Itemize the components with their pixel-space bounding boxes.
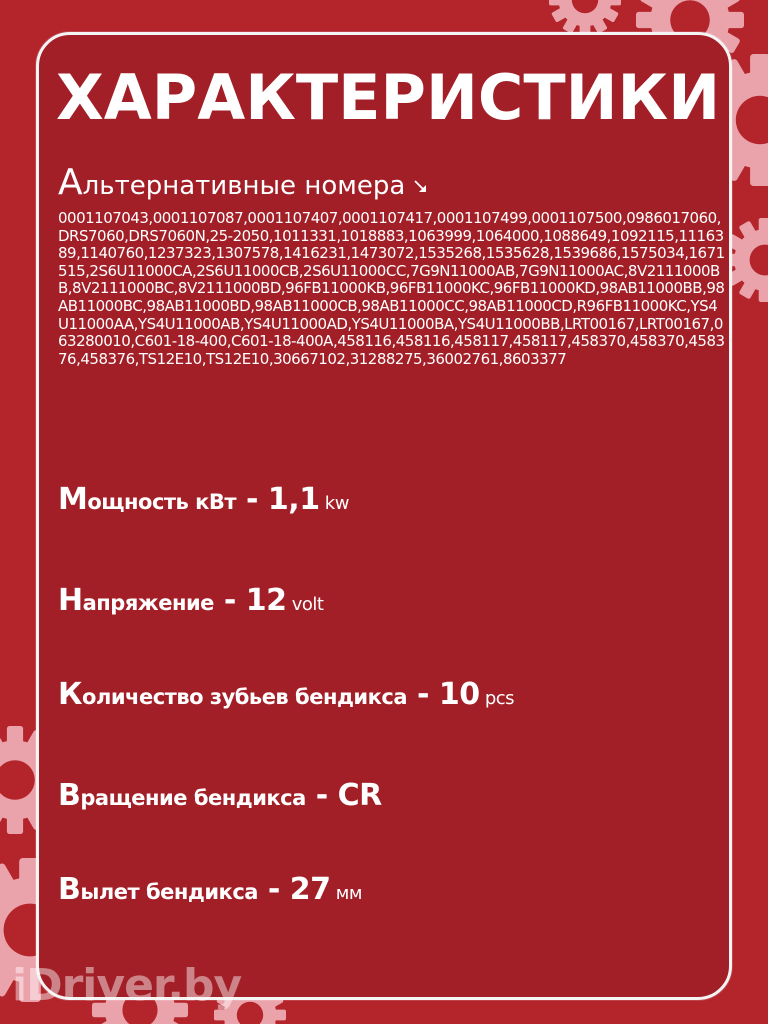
spec-voltage-label: апряжение bbox=[82, 591, 214, 615]
spec-voltage bbox=[58, 583, 323, 618]
spec-power-initial: М bbox=[58, 482, 88, 517]
spec-reach bbox=[58, 872, 362, 907]
spec-teeth-value: 10 bbox=[438, 677, 480, 712]
spec-rotation-label: ращение бендикса bbox=[80, 786, 306, 810]
alt-numbers-heading bbox=[58, 162, 429, 203]
alt-numbers-heading-text: льтернативные номера bbox=[82, 171, 406, 201]
gear-icon-top-right-3 bbox=[549, 0, 621, 36]
spec-rotation-value: CR bbox=[337, 778, 382, 813]
alt-numbers-list: 0001107043,0001107087,0001107407,0001107417,0001107499,0001107500,0986017060,DRS7060,DRS7060N,25-2050,1011331,1018883,1063999,1064000,1088649,1092115,1116389,1140760,1237323,1307578,1416231,1473072,1535268,1535628,1539686,1575034,1671515,2S6U11000CA,2S6U11000CB,2S6U11000CC,7G9N11000AB,7G9N11000AC,8V2111000BB,8V2111000BC,8V2111000BD,96FB11000KB,96FB11000KC,96FB11000KD,98AB11000BB,98AB11000BC,98AB11000BD,98AB11000CB,98AB11000CC,98AB11000CD,R96FB11000KC,YS4U11000AA,YS4U11000AB,YS4U11000AD,YS4U11000BA,YS4U11000BB,LRT00167,LRT00167,063280010,C601-18-400,C601-18-400A,458116,458116,458117,458117,458370,458370,458376,458376,TS12E10,TS12E10,30667102,31288275,36002761,8603377 bbox=[58, 209, 725, 368]
alt-numbers-heading-initial: А bbox=[58, 162, 83, 203]
spec-teeth-unit: pcs bbox=[479, 688, 515, 709]
spec-reach-separator: - bbox=[257, 872, 290, 907]
spec-teeth-label: оличество зубьев бендикса bbox=[82, 685, 407, 709]
spec-voltage-unit: volt bbox=[286, 594, 324, 615]
spec-reach-value: 27 bbox=[289, 872, 331, 907]
spec-rotation-separator: - bbox=[305, 778, 338, 813]
spec-teeth-initial: К bbox=[58, 677, 83, 712]
spec-power-label: ощность кВт bbox=[87, 490, 237, 514]
spec-power-value: 1,1 bbox=[267, 482, 320, 517]
spec-rotation bbox=[58, 778, 382, 813]
arrow-down-right-icon bbox=[413, 179, 429, 195]
spec-rotation-initial: В bbox=[58, 778, 81, 813]
spec-voltage-initial: Н bbox=[58, 583, 83, 618]
spec-reach-unit: мм bbox=[330, 883, 362, 904]
spec-teeth-separator: - bbox=[407, 677, 439, 712]
spec-reach-initial: В bbox=[58, 872, 81, 907]
spec-reach-label: ылет бендикса bbox=[80, 880, 258, 904]
spec-teeth-count bbox=[58, 677, 514, 712]
spec-power-separator: - bbox=[236, 482, 268, 517]
spec-voltage-value: 12 bbox=[245, 583, 287, 618]
page-title: ХАРАКТЕРИСТИКИ bbox=[56, 61, 721, 134]
spec-voltage-separator: - bbox=[213, 583, 246, 618]
spec-power-unit: kw bbox=[319, 493, 349, 514]
watermark-logo: iDriver.by bbox=[12, 960, 242, 1011]
spec-power bbox=[58, 482, 349, 517]
